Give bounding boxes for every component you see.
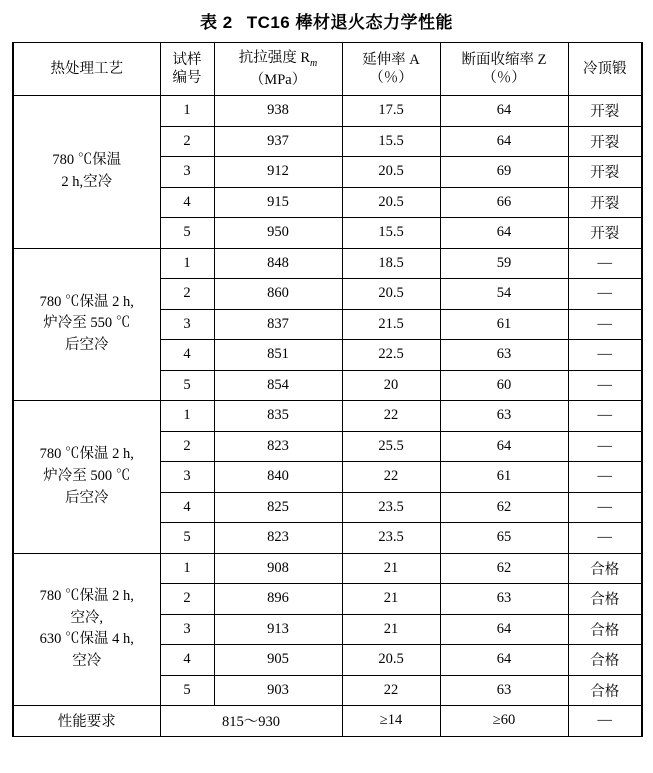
requirement-tensile-strength: 815～930 — [160, 706, 342, 737]
cell-elongation: 20.5 — [342, 279, 440, 310]
cell-cold-upsetting: 合格 — [568, 675, 642, 706]
process-cell: 780 ℃保温 2 h,空冷 — [13, 96, 160, 249]
cell-tensile-strength: 848 — [214, 248, 342, 279]
cell-cold-upsetting: 开裂 — [568, 126, 642, 157]
header-row — [13, 43, 642, 96]
header-cell-elongation: 延伸率 A （％） — [342, 43, 440, 96]
cell-sample-no: 5 — [160, 218, 214, 249]
cell-sample-no: 5 — [160, 523, 214, 554]
requirement-reduction-area: ≥60 — [440, 706, 568, 737]
cell-cold-upsetting: — — [568, 279, 642, 310]
cell-elongation: 18.5 — [342, 248, 440, 279]
cell-cold-upsetting: 合格 — [568, 584, 642, 615]
cell-elongation: 22 — [342, 675, 440, 706]
cell-tensile-strength: 835 — [214, 401, 342, 432]
cell-elongation: 22 — [342, 462, 440, 493]
cell-reduction-area: 64 — [440, 218, 568, 249]
cell-sample-no: 2 — [160, 279, 214, 310]
table-title: TC16 棒材退火态力学性能 — [246, 13, 453, 32]
cell-sample-no: 3 — [160, 462, 214, 493]
cell-sample-no: 4 — [160, 492, 214, 523]
cell-reduction-area: 64 — [440, 431, 568, 462]
cell-cold-upsetting: 合格 — [568, 614, 642, 645]
cell-cold-upsetting: — — [568, 492, 642, 523]
cell-elongation: 15.5 — [342, 218, 440, 249]
cell-sample-no: 1 — [160, 401, 214, 432]
cell-sample-no: 1 — [160, 248, 214, 279]
header-cell-reduction-area: 断面收缩率 Z （％） — [440, 43, 568, 96]
cell-sample-no: 4 — [160, 645, 214, 676]
cell-sample-no: 1 — [160, 96, 214, 127]
cell-tensile-strength: 851 — [214, 340, 342, 371]
cell-sample-no: 5 — [160, 370, 214, 401]
header-cell-process: 热处理工艺 — [13, 43, 160, 96]
mechanical-properties-table — [12, 42, 643, 737]
table-header — [13, 43, 642, 96]
cell-tensile-strength: 905 — [214, 645, 342, 676]
requirement-cold-upsetting: — — [568, 706, 642, 737]
cell-sample-no: 4 — [160, 340, 214, 371]
process-cell: 780 ℃保温 2 h, 炉冷至 550 ℃ 后空冷 — [13, 248, 160, 401]
table-caption — [12, 0, 641, 42]
requirement-label: 性能要求 — [13, 706, 160, 737]
cell-cold-upsetting: 合格 — [568, 645, 642, 676]
cell-elongation: 15.5 — [342, 126, 440, 157]
cell-reduction-area: 63 — [440, 401, 568, 432]
cell-reduction-area: 64 — [440, 126, 568, 157]
cell-cold-upsetting: — — [568, 340, 642, 371]
cell-elongation: 22 — [342, 401, 440, 432]
cell-sample-no: 5 — [160, 675, 214, 706]
cell-reduction-area: 59 — [440, 248, 568, 279]
cell-tensile-strength: 912 — [214, 157, 342, 188]
cell-tensile-strength: 854 — [214, 370, 342, 401]
table-row — [13, 401, 642, 432]
cell-tensile-strength: 823 — [214, 523, 342, 554]
process-cell: 780 ℃保温 2 h, 炉冷至 500 ℃ 后空冷 — [13, 401, 160, 554]
table-number: 表 2 — [200, 13, 233, 32]
cell-reduction-area: 62 — [440, 553, 568, 584]
cell-elongation: 20.5 — [342, 157, 440, 188]
cell-reduction-area: 66 — [440, 187, 568, 218]
cell-tensile-strength: 823 — [214, 431, 342, 462]
cell-tensile-strength: 840 — [214, 462, 342, 493]
cell-elongation: 20.5 — [342, 645, 440, 676]
cell-tensile-strength: 937 — [214, 126, 342, 157]
cell-tensile-strength: 938 — [214, 96, 342, 127]
cell-cold-upsetting: 合格 — [568, 553, 642, 584]
cell-tensile-strength: 860 — [214, 279, 342, 310]
cell-reduction-area: 63 — [440, 675, 568, 706]
cell-reduction-area: 54 — [440, 279, 568, 310]
cell-reduction-area: 65 — [440, 523, 568, 554]
cell-sample-no: 3 — [160, 309, 214, 340]
cell-reduction-area: 63 — [440, 340, 568, 371]
cell-cold-upsetting: — — [568, 523, 642, 554]
header-cell-sample-no: 试样 编号 — [160, 43, 214, 96]
cell-reduction-area: 60 — [440, 370, 568, 401]
cell-tensile-strength: 825 — [214, 492, 342, 523]
requirement-row — [13, 706, 642, 737]
cell-cold-upsetting: — — [568, 248, 642, 279]
cell-tensile-strength: 903 — [214, 675, 342, 706]
cell-elongation: 21.5 — [342, 309, 440, 340]
cell-elongation: 22.5 — [342, 340, 440, 371]
cell-elongation: 20.5 — [342, 187, 440, 218]
cell-reduction-area: 61 — [440, 309, 568, 340]
header-cell-cold-upsetting: 冷顶锻 — [568, 43, 642, 96]
cell-elongation: 21 — [342, 553, 440, 584]
cell-cold-upsetting: 开裂 — [568, 96, 642, 127]
cell-cold-upsetting: 开裂 — [568, 218, 642, 249]
cell-reduction-area: 62 — [440, 492, 568, 523]
table-row — [13, 96, 642, 127]
header-cell-tensile-strength: 抗拉强度 $R_m$ （MPa） — [214, 43, 342, 96]
cell-cold-upsetting: — — [568, 370, 642, 401]
cell-tensile-strength: 908 — [214, 553, 342, 584]
cell-cold-upsetting: — — [568, 309, 642, 340]
cell-tensile-strength: 837 — [214, 309, 342, 340]
cell-elongation: 21 — [342, 614, 440, 645]
cell-cold-upsetting: — — [568, 431, 642, 462]
cell-sample-no: 1 — [160, 553, 214, 584]
cell-reduction-area: 63 — [440, 584, 568, 615]
cell-sample-no: 3 — [160, 157, 214, 188]
cell-elongation: 25.5 — [342, 431, 440, 462]
cell-reduction-area: 61 — [440, 462, 568, 493]
table-row — [13, 248, 642, 279]
cell-cold-upsetting: — — [568, 462, 642, 493]
cell-elongation: 17.5 — [342, 96, 440, 127]
cell-tensile-strength: 950 — [214, 218, 342, 249]
cell-sample-no: 2 — [160, 126, 214, 157]
table-row — [13, 553, 642, 584]
requirement-elongation: ≥14 — [342, 706, 440, 737]
cell-tensile-strength: 896 — [214, 584, 342, 615]
cell-elongation: 20 — [342, 370, 440, 401]
cell-sample-no: 4 — [160, 187, 214, 218]
process-cell: 780 ℃保温 2 h, 空冷, 630 ℃保温 4 h, 空冷 — [13, 553, 160, 706]
table-body — [13, 96, 642, 737]
cell-tensile-strength: 915 — [214, 187, 342, 218]
cell-sample-no: 2 — [160, 431, 214, 462]
cell-sample-no: 3 — [160, 614, 214, 645]
cell-cold-upsetting: — — [568, 401, 642, 432]
cell-elongation: 21 — [342, 584, 440, 615]
cell-cold-upsetting: 开裂 — [568, 187, 642, 218]
cell-elongation: 23.5 — [342, 492, 440, 523]
cell-reduction-area: 64 — [440, 614, 568, 645]
cell-tensile-strength: 913 — [214, 614, 342, 645]
cell-sample-no: 2 — [160, 584, 214, 615]
cell-elongation: 23.5 — [342, 523, 440, 554]
cell-reduction-area: 64 — [440, 96, 568, 127]
cell-reduction-area: 69 — [440, 157, 568, 188]
cell-reduction-area: 64 — [440, 645, 568, 676]
cell-cold-upsetting: 开裂 — [568, 157, 642, 188]
